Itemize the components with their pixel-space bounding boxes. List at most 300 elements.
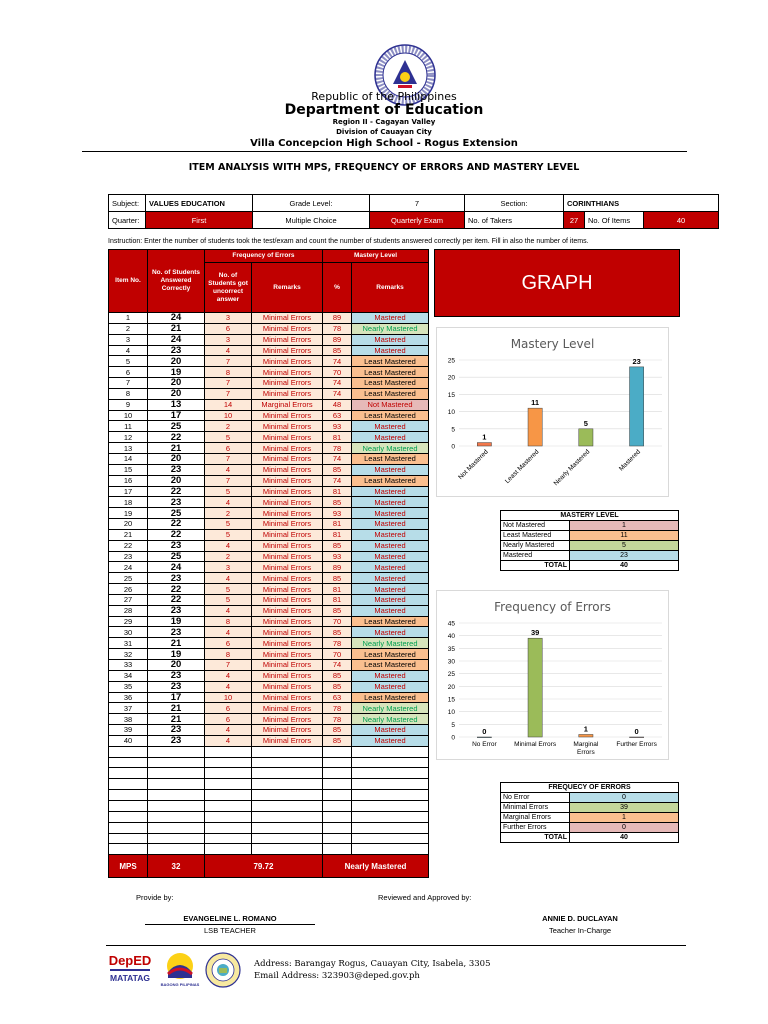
cell-mastery-remark: Mastered (352, 551, 429, 562)
cell-correct-count[interactable]: 13 (148, 399, 205, 410)
cell-incorrect-count: 5 (205, 486, 252, 497)
cell-correct-count[interactable]: 23 (148, 497, 205, 508)
cell-correct-count[interactable]: 20 (148, 453, 205, 464)
cell-incorrect-count: 6 (205, 703, 252, 714)
empty-cell[interactable] (352, 800, 429, 811)
table-row (109, 519, 429, 530)
y-tick-label: 15 (447, 696, 455, 704)
cell-percent: 85 (323, 670, 352, 681)
cell-mastery-remark: Mastered (352, 681, 429, 692)
cell-correct-count[interactable]: 22 (148, 486, 205, 497)
empty-cell[interactable] (352, 768, 429, 779)
x-tick-label: No Error (472, 741, 497, 748)
y-tick-label: 0 (451, 443, 455, 451)
empty-cell[interactable] (148, 768, 205, 779)
cell-mastery-remark: Mastered (352, 670, 429, 681)
cell-error-remark: Minimal Errors (252, 443, 323, 454)
cell-percent: 93 (323, 551, 352, 562)
cell-error-remark: Minimal Errors (252, 649, 323, 660)
table-row (109, 714, 429, 725)
empty-cell[interactable] (205, 822, 252, 833)
cell-mastery-remark: Mastered (352, 594, 429, 605)
cell-correct-count[interactable]: 25 (148, 421, 205, 432)
empty-cell[interactable] (352, 844, 429, 855)
empty-cell[interactable] (352, 779, 429, 790)
empty-cell[interactable] (252, 811, 323, 822)
mps-percent: 79.72 (205, 855, 323, 878)
cell-correct-count[interactable]: 21 (148, 638, 205, 649)
cell-percent: 85 (323, 681, 352, 692)
quarter-value[interactable]: First (146, 212, 253, 229)
y-tick-label: 20 (447, 374, 455, 382)
provided-by-label: Provide by: (136, 893, 174, 902)
empty-cell[interactable] (148, 779, 205, 790)
cell-percent: 74 (323, 475, 352, 486)
cell-mastery-remark: Mastered (352, 725, 429, 736)
cell-error-remark: Minimal Errors (252, 703, 323, 714)
empty-cell[interactable] (252, 768, 323, 779)
y-tick-label: 5 (451, 426, 455, 434)
cell-correct-count[interactable]: 20 (148, 356, 205, 367)
table-row (109, 529, 429, 540)
cell-percent: 63 (323, 692, 352, 703)
cell-correct-count[interactable]: 24 (148, 334, 205, 345)
section-value[interactable]: CORINTHIANS (564, 195, 719, 212)
cell-mastery-remark: Nearly Mastered (352, 714, 429, 725)
cell-item-no: 32 (109, 649, 148, 660)
cell-item-no: 31 (109, 638, 148, 649)
table-row (109, 681, 429, 692)
empty-cell[interactable] (148, 822, 205, 833)
cell-error-remark: Minimal Errors (252, 378, 323, 389)
cell-incorrect-count: 2 (205, 508, 252, 519)
mastery-summary-table (500, 510, 679, 571)
cell-mastery-remark: Mastered (352, 519, 429, 530)
cell-incorrect-count: 3 (205, 334, 252, 345)
cell-percent: 85 (323, 605, 352, 616)
empty-cell[interactable] (252, 822, 323, 833)
cell-correct-count[interactable]: 23 (148, 670, 205, 681)
cell-percent: 81 (323, 529, 352, 540)
cell-correct-count[interactable]: 17 (148, 410, 205, 421)
cell-incorrect-count: 6 (205, 638, 252, 649)
cell-error-remark: Minimal Errors (252, 464, 323, 475)
cell-item-no: 27 (109, 594, 148, 605)
cell-item-no: 38 (109, 714, 148, 725)
cell-mastery-remark: Mastered (352, 464, 429, 475)
quarter-label: Quarter: (109, 212, 146, 229)
grade-label: Grade Level: (253, 195, 370, 212)
cell-correct-count[interactable]: 20 (148, 388, 205, 399)
test-type[interactable]: Multiple Choice (253, 212, 370, 229)
cell-error-remark: Minimal Errors (252, 714, 323, 725)
cell-correct-count[interactable]: 23 (148, 681, 205, 692)
cell-correct-count[interactable]: 19 (148, 616, 205, 627)
cell-correct-count[interactable]: 19 (148, 649, 205, 660)
cell-error-remark: Minimal Errors (252, 725, 323, 736)
empty-cell[interactable] (205, 779, 252, 790)
cell-correct-count[interactable]: 23 (148, 725, 205, 736)
empty-cell[interactable] (205, 790, 252, 801)
empty-cell[interactable] (252, 800, 323, 811)
bar (630, 737, 644, 738)
cell-mastery-remark: Mastered (352, 421, 429, 432)
empty-cell[interactable] (109, 811, 148, 822)
col-percent: % (323, 263, 352, 313)
cell-correct-count[interactable]: 23 (148, 605, 205, 616)
chart-title: Frequency of Errors (494, 600, 611, 614)
cell-percent: 70 (323, 367, 352, 378)
cell-item-no: 33 (109, 660, 148, 671)
bar (528, 408, 542, 446)
empty-cell[interactable] (148, 833, 205, 844)
cell-correct-count[interactable]: 21 (148, 323, 205, 334)
cell-incorrect-count: 7 (205, 475, 252, 486)
cell-error-remark: Minimal Errors (252, 681, 323, 692)
errors-summary-value: 0 (570, 793, 679, 803)
teacher-name: EVANGELINE L. ROMANO (145, 914, 315, 925)
empty-cell[interactable] (252, 757, 323, 768)
empty-cell[interactable] (323, 790, 352, 801)
cell-error-remark: Minimal Errors (252, 584, 323, 595)
errors-summary-row (501, 803, 679, 813)
empty-cell[interactable] (109, 779, 148, 790)
empty-cell[interactable] (109, 844, 148, 855)
table-row (109, 725, 429, 736)
table-row (109, 692, 429, 703)
bagong-logo-text: BAGONG PILIPINAS (160, 982, 200, 987)
cell-correct-count[interactable]: 20 (148, 378, 205, 389)
empty-cell[interactable] (205, 757, 252, 768)
mps-label: MPS (109, 855, 148, 878)
mps-remark: Nearly Mastered (323, 855, 429, 878)
data-label: 0 (482, 727, 487, 736)
empty-cell[interactable] (252, 779, 323, 790)
cell-percent: 89 (323, 562, 352, 573)
cell-item-no: 35 (109, 681, 148, 692)
cell-error-remark: Minimal Errors (252, 453, 323, 464)
cell-correct-count[interactable]: 21 (148, 714, 205, 725)
cell-correct-count[interactable]: 25 (148, 551, 205, 562)
empty-cell[interactable] (323, 811, 352, 822)
cell-correct-count[interactable]: 24 (148, 313, 205, 324)
cell-mastery-remark: Mastered (352, 540, 429, 551)
table-row (109, 421, 429, 432)
cell-incorrect-count: 14 (205, 399, 252, 410)
cell-incorrect-count: 7 (205, 453, 252, 464)
cell-correct-count[interactable]: 19 (148, 367, 205, 378)
empty-cell[interactable] (323, 779, 352, 790)
cell-percent: 89 (323, 334, 352, 345)
cell-item-no: 5 (109, 356, 148, 367)
cell-incorrect-count: 5 (205, 584, 252, 595)
chart-title: Mastery Level (510, 337, 595, 351)
cell-error-remark: Minimal Errors (252, 323, 323, 334)
table-row (109, 703, 429, 714)
cell-item-no: 29 (109, 616, 148, 627)
empty-cell[interactable] (352, 790, 429, 801)
teacher-role: LSB TEACHER (204, 926, 256, 935)
mastery-summary-row (501, 551, 679, 561)
empty-cell[interactable] (252, 833, 323, 844)
cell-incorrect-count: 7 (205, 356, 252, 367)
cell-incorrect-count: 4 (205, 540, 252, 551)
empty-cell[interactable] (205, 746, 252, 757)
empty-cell[interactable] (352, 811, 429, 822)
cell-mastery-remark: Least Mastered (352, 356, 429, 367)
y-tick-label: 10 (447, 709, 455, 717)
cell-correct-count[interactable]: 23 (148, 627, 205, 638)
header-divider (82, 151, 687, 152)
cell-correct-count[interactable]: 20 (148, 475, 205, 486)
bar (630, 367, 644, 446)
cell-percent: 78 (323, 703, 352, 714)
empty-cell[interactable] (205, 833, 252, 844)
cell-mastery-remark: Mastered (352, 562, 429, 573)
empty-cell[interactable] (109, 790, 148, 801)
empty-row (109, 833, 429, 844)
table-row (109, 388, 429, 399)
grade-value[interactable]: 7 (370, 195, 465, 212)
cell-correct-count[interactable]: 23 (148, 464, 205, 475)
x-tick-label: Errors (577, 749, 595, 756)
y-tick-label: 25 (447, 357, 455, 365)
table-row (109, 584, 429, 595)
cell-percent: 48 (323, 399, 352, 410)
cell-mastery-remark: Mastered (352, 735, 429, 746)
y-tick-label: 45 (447, 620, 455, 628)
table-row (109, 367, 429, 378)
cell-item-no: 15 (109, 464, 148, 475)
empty-cell[interactable] (148, 790, 205, 801)
bar (579, 429, 593, 446)
empty-cell[interactable] (352, 833, 429, 844)
exam-type[interactable]: Quarterly Exam (370, 212, 465, 229)
table-row (109, 313, 429, 324)
y-tick-label: 10 (447, 409, 455, 417)
empty-cell[interactable] (252, 844, 323, 855)
takers-value[interactable]: 27 (564, 212, 585, 229)
empty-cell[interactable] (205, 811, 252, 822)
cell-incorrect-count: 6 (205, 443, 252, 454)
items-label: No. Of Items (585, 212, 644, 229)
cell-error-remark: Minimal Errors (252, 475, 323, 486)
cell-item-no: 4 (109, 345, 148, 356)
empty-cell[interactable] (109, 768, 148, 779)
table-row (109, 475, 429, 486)
cell-incorrect-count: 4 (205, 497, 252, 508)
cell-correct-count[interactable]: 22 (148, 519, 205, 530)
empty-cell[interactable] (323, 844, 352, 855)
col-item-no: Item No. (109, 250, 148, 313)
empty-cell[interactable] (323, 746, 352, 757)
cell-item-no: 24 (109, 562, 148, 573)
empty-cell[interactable] (352, 746, 429, 757)
cell-item-no: 9 (109, 399, 148, 410)
errors-summary-label: Marginal Errors (501, 813, 570, 823)
cell-mastery-remark: Mastered (352, 334, 429, 345)
cell-incorrect-count: 6 (205, 714, 252, 725)
cell-percent: 70 (323, 616, 352, 627)
table-row (109, 356, 429, 367)
subject-value[interactable]: VALUES EDUCATION (146, 195, 253, 212)
cell-percent: 85 (323, 540, 352, 551)
cell-error-remark: Minimal Errors (252, 562, 323, 573)
cell-incorrect-count: 8 (205, 616, 252, 627)
data-label: 1 (583, 724, 588, 734)
deped-logo-text: DepED (108, 953, 152, 968)
cell-percent: 85 (323, 735, 352, 746)
footer-divider (106, 945, 686, 946)
cell-mastery-remark: Least Mastered (352, 410, 429, 421)
cell-item-no: 37 (109, 703, 148, 714)
matatag-logo-text: MATATAG (110, 973, 150, 983)
empty-cell[interactable] (323, 800, 352, 811)
cell-incorrect-count: 4 (205, 627, 252, 638)
empty-cell[interactable] (323, 768, 352, 779)
cell-correct-count[interactable]: 23 (148, 345, 205, 356)
errors-summary-table (500, 782, 679, 843)
cell-item-no: 30 (109, 627, 148, 638)
cell-error-remark: Minimal Errors (252, 670, 323, 681)
cell-correct-count[interactable]: 22 (148, 584, 205, 595)
cell-mastery-remark: Mastered (352, 345, 429, 356)
header-department: Department of Education (284, 102, 484, 118)
cell-item-no: 23 (109, 551, 148, 562)
cell-incorrect-count: 10 (205, 692, 252, 703)
bar (477, 443, 491, 446)
empty-cell[interactable] (109, 822, 148, 833)
empty-cell[interactable] (252, 790, 323, 801)
empty-cell[interactable] (323, 757, 352, 768)
cell-incorrect-count: 7 (205, 388, 252, 399)
empty-cell[interactable] (148, 800, 205, 811)
cell-percent: 70 (323, 649, 352, 660)
group-mastery-level: Mastery Level (323, 250, 429, 263)
cell-mastery-remark: Mastered (352, 508, 429, 519)
header-republic: Republic of the Philippines (311, 90, 457, 103)
cell-percent: 74 (323, 378, 352, 389)
table-row (109, 486, 429, 497)
cell-correct-count[interactable]: 22 (148, 529, 205, 540)
errors-summary-value: 0 (570, 823, 679, 833)
cell-percent: 89 (323, 313, 352, 324)
cell-mastery-remark: Least Mastered (352, 649, 429, 660)
cell-error-remark: Minimal Errors (252, 660, 323, 671)
empty-cell[interactable] (109, 833, 148, 844)
group-frequency-errors: Frequency of Errors (205, 250, 323, 263)
empty-cell[interactable] (148, 746, 205, 757)
empty-cell[interactable] (352, 822, 429, 833)
cell-item-no: 14 (109, 453, 148, 464)
cell-incorrect-count: 10 (205, 410, 252, 421)
errors-summary-value: 39 (570, 803, 679, 813)
mastery-summary-value: 1 (570, 521, 679, 531)
col-remarks: Remarks (252, 263, 323, 313)
bar (477, 737, 491, 738)
cell-mastery-remark: Nearly Mastered (352, 703, 429, 714)
cell-correct-count[interactable]: 17 (148, 692, 205, 703)
empty-cell[interactable] (205, 800, 252, 811)
cell-correct-count[interactable]: 25 (148, 508, 205, 519)
empty-cell[interactable] (148, 811, 205, 822)
mastery-summary-label: Mastered (501, 551, 570, 561)
cell-percent: 81 (323, 486, 352, 497)
mastery-total-label: TOTAL (501, 561, 570, 571)
cell-error-remark: Minimal Errors (252, 497, 323, 508)
col-uncorrect: No. of Students got uncorrect answer (205, 263, 252, 313)
header-division: Division of Cauayan City (336, 128, 432, 136)
empty-cell[interactable] (252, 746, 323, 757)
cell-percent: 74 (323, 388, 352, 399)
cell-item-no: 3 (109, 334, 148, 345)
cell-mastery-remark: Mastered (352, 486, 429, 497)
empty-cell[interactable] (323, 822, 352, 833)
cell-correct-count[interactable]: 21 (148, 703, 205, 714)
cell-correct-count[interactable]: 23 (148, 735, 205, 746)
footer-contact (254, 958, 491, 982)
y-tick-label: 35 (447, 645, 455, 653)
cell-correct-count[interactable]: 21 (148, 443, 205, 454)
empty-cell[interactable] (323, 833, 352, 844)
cell-error-remark: Minimal Errors (252, 551, 323, 562)
empty-row (109, 800, 429, 811)
items-value[interactable]: 40 (644, 212, 719, 229)
cell-item-no: 2 (109, 323, 148, 334)
table-row (109, 660, 429, 671)
table-row (109, 735, 429, 746)
cell-correct-count[interactable]: 22 (148, 594, 205, 605)
errors-summary-label: Minimal Errors (501, 803, 570, 813)
cell-percent: 93 (323, 421, 352, 432)
cell-incorrect-count: 6 (205, 323, 252, 334)
table-row (109, 573, 429, 584)
table-row (109, 638, 429, 649)
cell-error-remark: Minimal Errors (252, 616, 323, 627)
empty-cell[interactable] (205, 768, 252, 779)
empty-cell[interactable] (352, 757, 429, 768)
empty-cell[interactable] (109, 800, 148, 811)
section-label: Section: (465, 195, 564, 212)
data-label: 23 (632, 356, 641, 366)
cell-correct-count[interactable]: 22 (148, 432, 205, 443)
head-role: Teacher In-Charge (548, 926, 612, 935)
table-row (109, 551, 429, 562)
cell-correct-count[interactable]: 23 (148, 573, 205, 584)
cell-mastery-remark: Nearly Mastered (352, 443, 429, 454)
cell-error-remark: Minimal Errors (252, 508, 323, 519)
table-row (109, 334, 429, 345)
cell-item-no: 21 (109, 529, 148, 540)
cell-correct-count[interactable]: 20 (148, 660, 205, 671)
footer-email[interactable]: Email Address: 323903@deped.gov.ph (254, 971, 420, 981)
bagong-pilipinas-logo-icon (160, 950, 200, 988)
empty-cell[interactable] (205, 844, 252, 855)
cell-error-remark: Minimal Errors (252, 432, 323, 443)
cell-correct-count[interactable]: 23 (148, 540, 205, 551)
cell-correct-count[interactable]: 24 (148, 562, 205, 573)
cell-item-no: 28 (109, 605, 148, 616)
empty-cell[interactable] (109, 757, 148, 768)
empty-cell[interactable] (148, 844, 205, 855)
cell-error-remark: Minimal Errors (252, 367, 323, 378)
cell-mastery-remark: Mastered (352, 313, 429, 324)
empty-cell[interactable] (109, 746, 148, 757)
cell-incorrect-count: 5 (205, 529, 252, 540)
cell-item-no: 10 (109, 410, 148, 421)
empty-cell[interactable] (148, 757, 205, 768)
table-row (109, 443, 429, 454)
